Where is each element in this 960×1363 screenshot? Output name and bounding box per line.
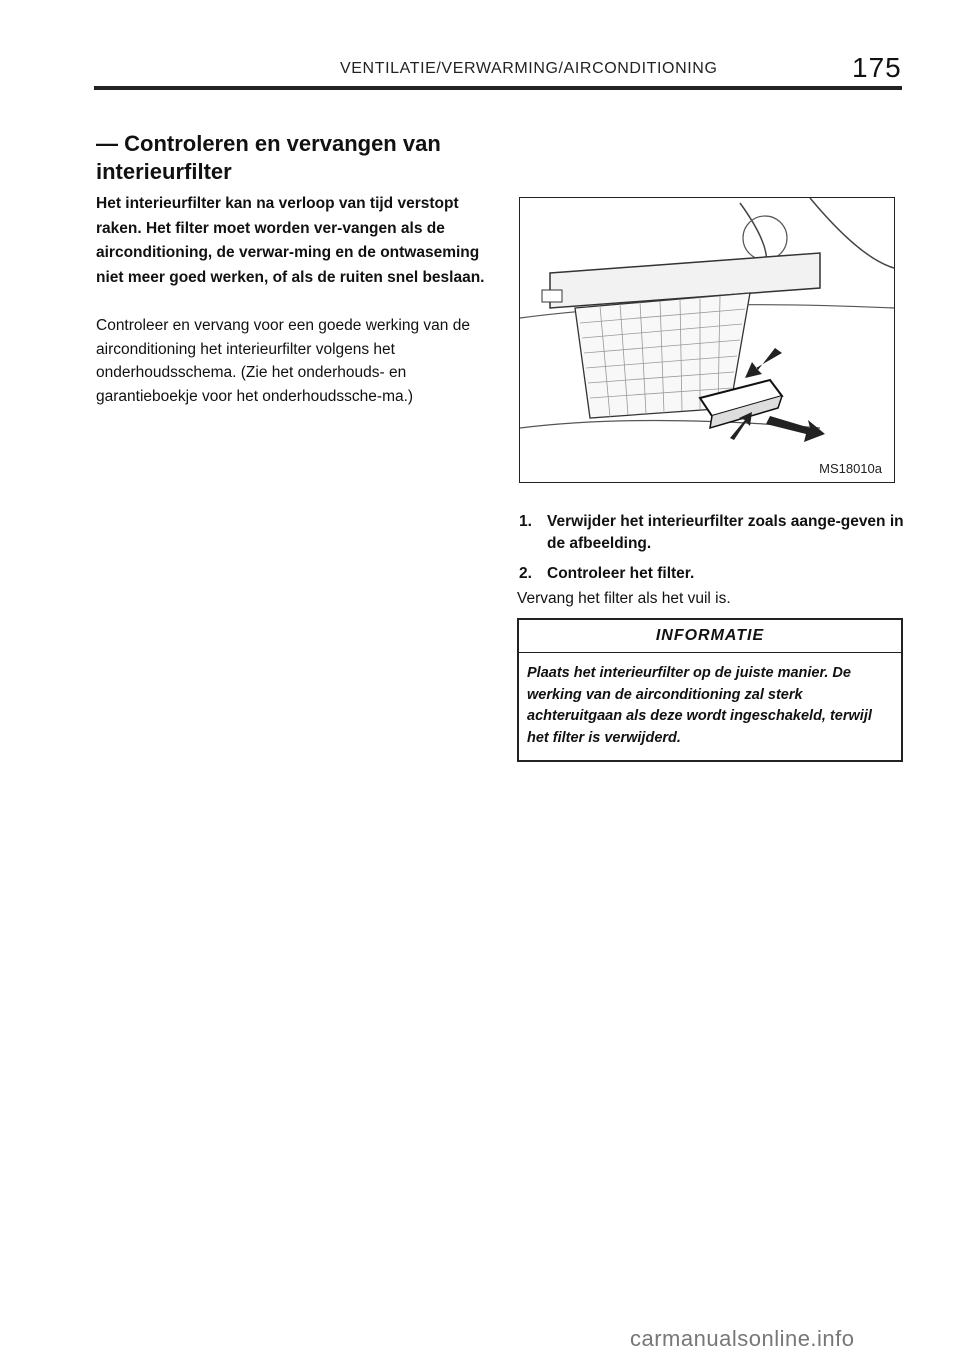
figure-code: MS18010a	[819, 461, 882, 476]
header-title: VENTILATIE/VERWARMING/AIRCONDITIONING	[340, 60, 718, 77]
header-rule	[94, 86, 902, 90]
info-title: INFORMATIE	[519, 620, 901, 653]
step-item	[519, 511, 909, 555]
intro-bold-paragraph: Het interieurfilter kan na verloop van tijd verstopt raken. Het filter moet worden ver-vangen als de airconditioning, de verwar-ming en de ontwaseming niet meer goed werken, of als de ruiten snel beslaan.	[96, 195, 485, 286]
intro-paragraph: Controleer en vervang voor een goede werking van de airconditioning het interieurfilter volgens het onderhoudsschema. (Zie het onderhouds‑ en garantieboekje voor het onderhoudssche-ma.)	[96, 317, 470, 405]
steps-list	[519, 511, 909, 593]
info-box	[517, 618, 903, 762]
section-title: — Controleren en vervangen van interieurfilter	[96, 131, 441, 184]
step-number: 1.	[519, 513, 532, 530]
watermark: carmanualsonline.info	[630, 1326, 855, 1351]
step-text: Verwijder het interieurfilter zoals aange-geven in de afbeelding.	[547, 513, 904, 552]
after-steps-text: Vervang het filter als het vuil is.	[517, 590, 731, 607]
step-text: Controleer het filter.	[547, 565, 695, 582]
step-number: 2.	[519, 565, 532, 582]
page-number: 175	[852, 52, 902, 83]
step-item	[519, 563, 909, 585]
glovebox-filter-drawing	[520, 198, 894, 482]
filter-illustration	[519, 197, 895, 483]
info-text: Plaats het interieurfilter op de juiste manier. De werking van de airconditioning zal sterk achteruitgaan als deze wordt ingeschakeld, terwijl het filter is verwijderd.	[527, 665, 872, 746]
